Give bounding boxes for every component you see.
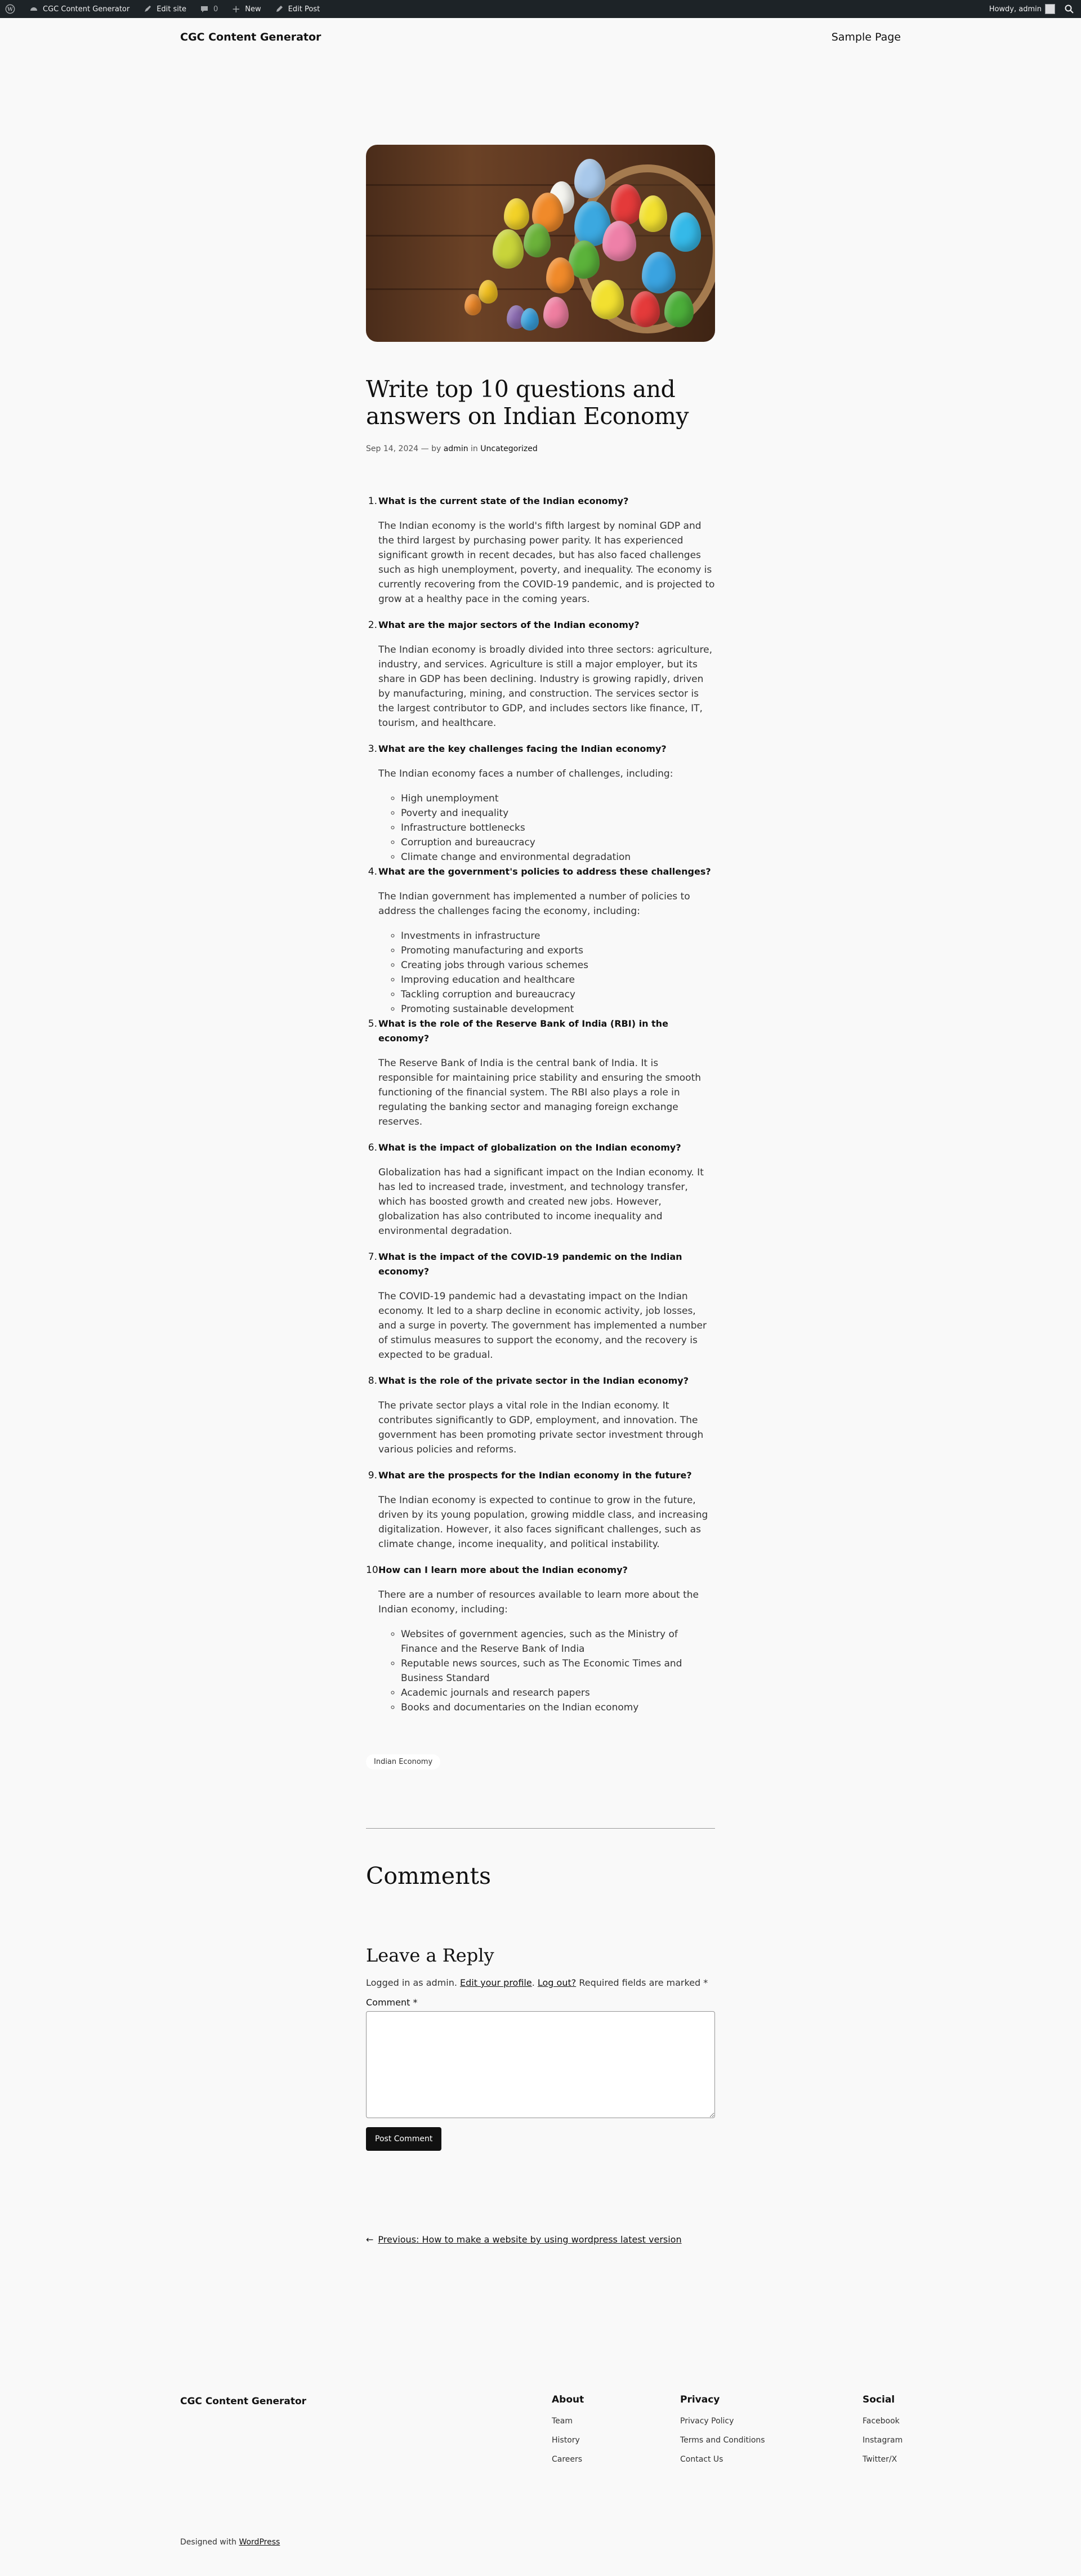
site-header [180, 18, 901, 56]
question-number: 1. [368, 496, 377, 507]
footer-link-facebook[interactable]: Facebook [863, 2417, 900, 2426]
nav-item-sample-page[interactable]: Sample Page [831, 31, 901, 43]
search-icon[interactable] [1064, 4, 1074, 14]
post-by: — by [421, 444, 441, 453]
question-title: What is the current state of the Indian economy? [378, 496, 629, 506]
footer-link-twitter[interactable]: Twitter/X [863, 2455, 897, 2464]
avatar [1045, 4, 1055, 14]
plus-icon: + [231, 3, 240, 15]
list-item: ◦ Promoting manufacturing and exports [401, 943, 715, 958]
question-number: 5. [368, 1018, 377, 1029]
footer-link-team[interactable]: Team [552, 2417, 573, 2426]
footer-link-careers[interactable]: Careers [552, 2455, 583, 2464]
answer-text: The Indian economy is the world's fifth largest by nominal GDP and the third largest by purchasing power parity. It has experienced significant growth in recent decades, but has also faced challenges such as high unemployment, poverty, and inequality. The economy is currently recovering from the COVID-19 pandemic, and is projected to grow at a healthy pace in the coming years. [378, 520, 715, 605]
site-footer [180, 2396, 901, 2576]
post-meta [366, 444, 715, 453]
footer-heading: Social [863, 2394, 895, 2405]
required-note: Required fields are marked * [579, 1977, 708, 1988]
question-number: 3. [368, 743, 377, 755]
comment-label: Comment * [366, 1997, 418, 2008]
list-item: ◦ Promoting sustainable development [401, 1002, 715, 1017]
list-item: ◦ Infrastructure bottlenecks [401, 821, 715, 835]
logged-in-notice: Logged in as admin. Edit your profile. Log out? Required fields are marked * [366, 1977, 708, 1988]
question-number: 7. [368, 1251, 377, 1263]
list-item: ◦ Corruption and bureaucracy [401, 835, 715, 850]
question-number: 8. [368, 1375, 377, 1387]
footer-link-terms[interactable]: Terms and Conditions [680, 2436, 765, 2445]
wordpress-link[interactable]: WordPress [239, 2538, 280, 2547]
list-item: ◦ Tackling corruption and bureaucracy [401, 987, 715, 1002]
comment-bubble-icon [199, 3, 210, 15]
tag-pill[interactable]: Indian Economy [366, 1754, 440, 1770]
footer-heading: Privacy [680, 2394, 720, 2405]
footer-link-contact[interactable]: Contact Us [680, 2455, 723, 2464]
answer-text: The private sector plays a vital role in the Indian economy. It contributes significantly to GDP, employment, and innovation. The government has been promoting private sector investment through various policies and reforms. [378, 1400, 704, 1455]
edit-post-label: Edit Post [288, 5, 320, 14]
qa-item [366, 1374, 715, 1457]
brush-icon [142, 3, 153, 15]
list-item: ◦ Investments in infrastructure [401, 929, 715, 943]
footer-column-about [552, 2394, 584, 2474]
bullet-list [401, 1627, 715, 1715]
answer-text: The COVID-19 pandemic had a devastating impact on the Indian economy. It led to a sharp decline in economic activity, job losses, and a surge in poverty. The government has implemented a number of stimulus measures to support the economy, and the recovery is expected to be gradual. [378, 1291, 707, 1361]
qa-item [366, 1140, 715, 1238]
dashboard-icon [28, 3, 39, 15]
howdy-text: Howdy, admin [989, 5, 1042, 14]
list-item: ◦ High unemployment [401, 791, 715, 806]
qa-item [366, 1468, 715, 1552]
footer-link-instagram[interactable]: Instagram [863, 2436, 903, 2445]
comments-link[interactable] [199, 3, 218, 15]
list-item: ◦ Reputable news sources, such as The Economic Times and Business Standard [401, 1656, 715, 1686]
previous-post-link[interactable]: Previous: How to make a website by using wordpress latest version [378, 2234, 682, 2245]
list-item: ◦ Climate change and environmental degradation [401, 850, 715, 864]
logged-prefix: Logged in as admin. [366, 1977, 457, 1988]
question-title: What are the key challenges facing the Indian economy? [378, 743, 667, 754]
question-title: What are the major sectors of the Indian economy? [378, 620, 640, 630]
admin-bar [0, 0, 1081, 18]
log-out-link[interactable]: Log out? [537, 1977, 577, 1988]
list-item: ◦ Improving education and healthcare [401, 973, 715, 987]
answer-text: The Reserve Bank of India is the central bank of India. It is responsible for maintaining price stability and ensuring the smooth functioning of the financial system. The RBI also plays a role in regulating the banking sector and managing foreign exchange reserves. [378, 1058, 702, 1127]
admin-site-name: CGC Content Generator [43, 5, 130, 14]
answer-text: The Indian government has implemented a number of policies to address the challenges facing the economy, including: [378, 891, 690, 917]
post-category-link[interactable]: Uncategorized [480, 444, 538, 453]
comments-count: 0 [213, 5, 218, 14]
question-title: What is the impact of globalization on the Indian economy? [378, 1142, 681, 1153]
question-number: 10. [366, 1565, 382, 1576]
answer-text: Globalization has had a significant impact on the Indian economy. It has led to increased trade, investment, and technology transfer, which has boosted growth and created new jobs. However, globalization has also contributed to income inequality and environmental degradation. [378, 1167, 704, 1237]
pencil-icon [274, 3, 285, 15]
list-item: ◦ Academic journals and research papers [401, 1686, 715, 1700]
edit-profile-link[interactable]: Edit your profile [460, 1977, 532, 1988]
svg-text:W: W [7, 7, 14, 13]
qa-item [366, 742, 715, 864]
qa-item [366, 864, 715, 1017]
post-navigation [366, 2234, 715, 2245]
question-title: What are the prospects for the Indian economy in the future? [378, 1470, 692, 1481]
arrow-left-icon: ← [366, 2234, 374, 2245]
footer-column-privacy [680, 2394, 765, 2474]
question-number: 4. [368, 866, 377, 877]
wordpress-logo-icon[interactable] [5, 3, 16, 15]
question-title: What are the government's policies to address these challenges? [378, 866, 711, 877]
edit-post-link[interactable] [274, 3, 320, 15]
qa-item [366, 1250, 715, 1362]
qa-item [366, 618, 715, 730]
list-item: ◦ Poverty and inequality [401, 806, 715, 821]
question-number: 9. [368, 1470, 377, 1481]
question-number: 6. [368, 1142, 377, 1153]
list-item: ◦ Creating jobs through various schemes [401, 958, 715, 973]
new-label: New [245, 5, 261, 14]
edit-site-label: Edit site [157, 5, 187, 14]
edit-site-link[interactable] [142, 3, 186, 15]
bullet-list [401, 929, 715, 1017]
post-comment-button[interactable]: Post Comment [366, 2127, 441, 2151]
list-item: ◦ Websites of government agencies, such as the Ministry of Finance and the Reserve Bank of India [401, 1627, 715, 1656]
designed-with-text: Designed with [180, 2538, 236, 2547]
post-content [366, 494, 715, 1715]
post-date[interactable]: Sep 14, 2024 [366, 444, 419, 453]
answer-text: The Indian economy faces a number of challenges, including: [378, 768, 673, 779]
question-title: What is the role of the private sector in the Indian economy? [378, 1375, 689, 1386]
list-item: ◦ Books and documentaries on the Indian economy [401, 1700, 715, 1715]
question-title: How can I learn more about the Indian economy? [378, 1565, 628, 1575]
qa-item [366, 494, 715, 607]
answer-text: The Indian economy is expected to continue to grow in the future, driven by its young population, growing middle class, and increasing digitalization. However, it also faces significant challenges, such as climate change, income inequality, and political instability. [378, 1495, 708, 1550]
answer-text: There are a number of resources available to learn more about the Indian economy, including: [378, 1589, 699, 1615]
post-author-link[interactable]: admin [443, 444, 468, 453]
question-title: What is the role of the Reserve Bank of India (RBI) in the economy? [378, 1018, 668, 1044]
footer-link-privacy-policy[interactable]: Privacy Policy [680, 2417, 734, 2426]
bullet-list [401, 791, 715, 864]
main-content [366, 145, 715, 2245]
site-title[interactable]: CGC Content Generator [180, 31, 321, 43]
my-account-link[interactable] [989, 4, 1055, 14]
qa-item [366, 1563, 715, 1715]
footer-heading: About [552, 2394, 584, 2405]
featured-image [366, 145, 715, 342]
question-title: What is the impact of the COVID-19 pandemic on the Indian economy? [378, 1251, 682, 1277]
comment-textarea[interactable] [366, 2011, 715, 2118]
new-content-link[interactable] [230, 3, 261, 15]
reply-heading: Leave a Reply [366, 1945, 494, 1966]
footer-site-title[interactable]: CGC Content Generator [180, 2396, 307, 2407]
designed-with [180, 2538, 280, 2547]
post-title: Write top 10 questions and answers on Indian Economy [366, 376, 689, 430]
question-number: 2. [368, 620, 377, 631]
footer-link-history[interactable]: History [552, 2436, 580, 2445]
separator [366, 1828, 715, 1829]
comments-heading: Comments [366, 1862, 491, 1889]
footer-column-social [863, 2394, 903, 2474]
admin-site-link[interactable] [28, 3, 129, 15]
qa-item [366, 1017, 715, 1129]
post-in: in [471, 444, 478, 453]
answer-text: The Indian economy is broadly divided into three sectors: agriculture, industry, and services. Agriculture is still a major employer, but its share in GDP has been declining. Industry is growing rapidly, driven by manufacturing, mining, and construction. The services sector is the largest contributor to GDP, and includes sectors like finance, IT, tourism, and healthcare. [378, 644, 712, 729]
